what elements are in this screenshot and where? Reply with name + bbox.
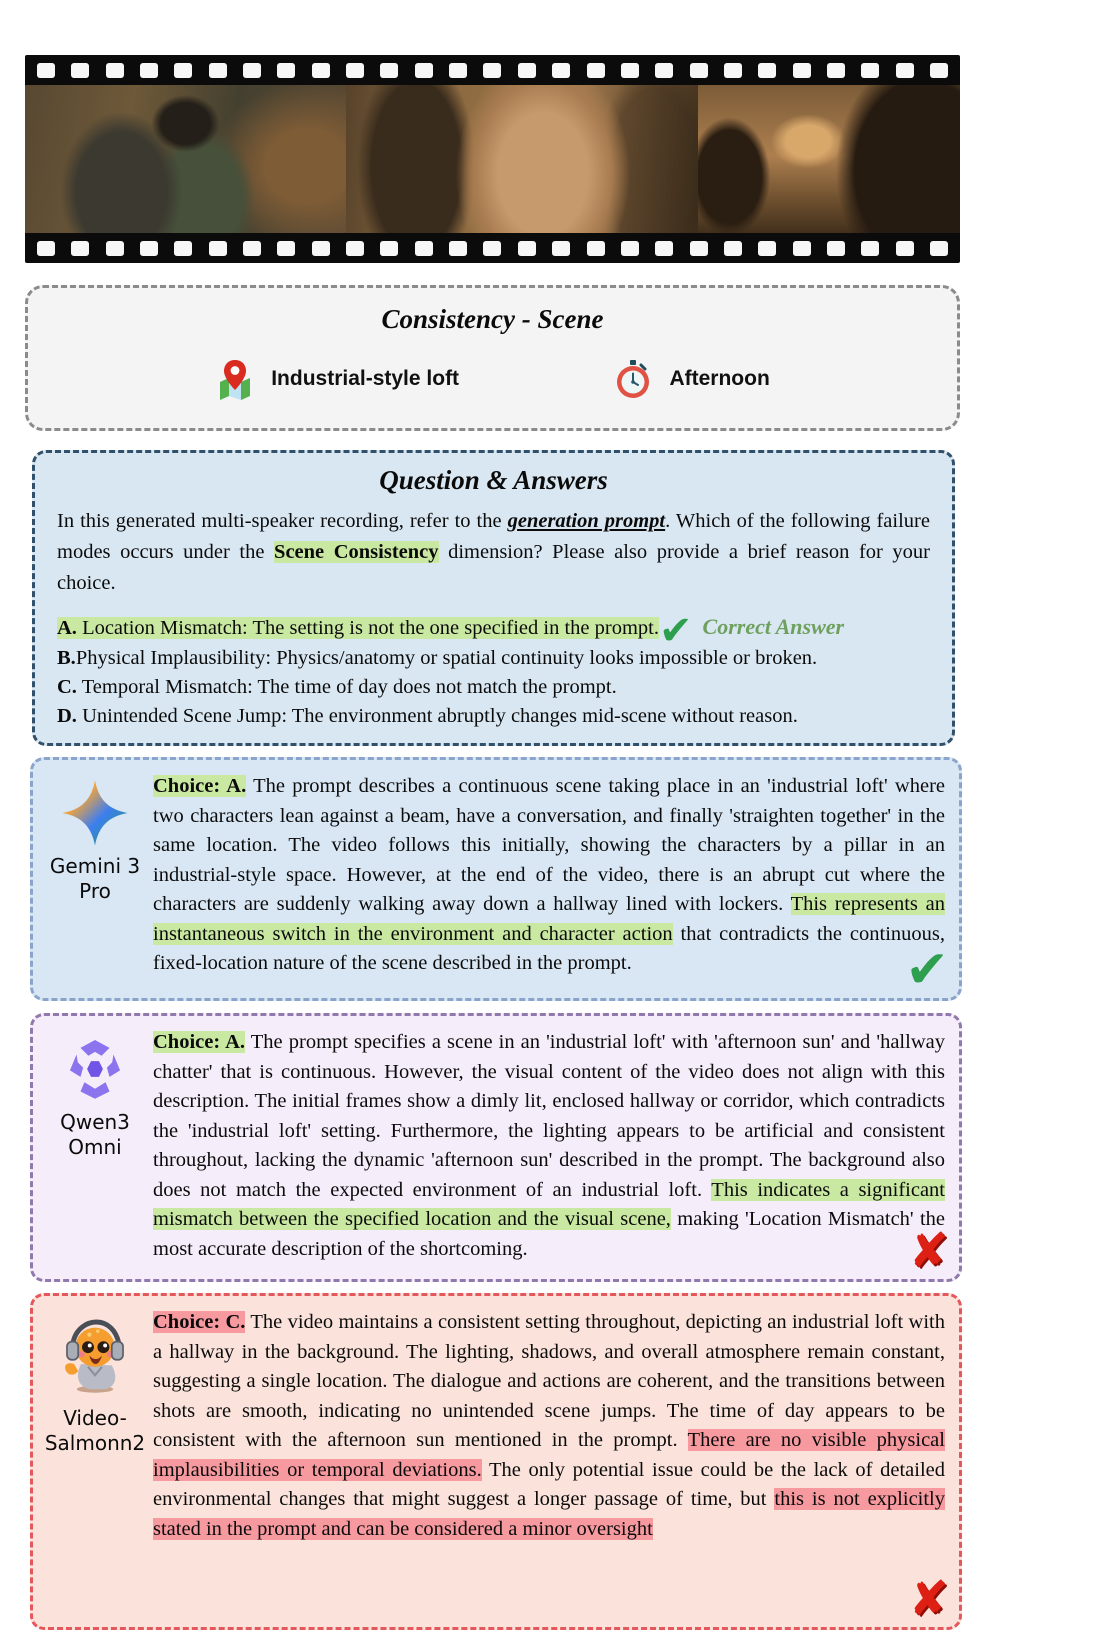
cross-icon: ✘: [908, 1571, 949, 1627]
stopwatch-icon: [613, 357, 653, 401]
salmonn-answer-text: Choice: C. The video maintains a consistent setting throughout, depicting an industrial loft with a hallway in the background. The lighting, shadows, and overall atmosphere remain constant, suggesting a single location. The dialogue and actions are coherent, and the transitions between shots are smooth, indicating no unintended scene jumps. The time of day appears to be consistent with the afternoon sun mentioned in the prompt. There are no visible physical implausibilities or temporal deviations. The only potential issue could be the lack of detailed environmental changes that might suggest a longer passage of time, but this is not explicitly stated in the prompt and can be considered a minor oversight: [153, 1311, 946, 1540]
option-c: C. Temporal Mismatch: The time of day does not match the prompt.: [57, 676, 617, 699]
scene-consistency-panel: [25, 285, 960, 431]
gemini-answer-text: Choice: A. The prompt describes a continuous scene taking place in an 'industrial loft' where two characters lean against a beam, have a conversation, and finally 'straighten together' in the same location. The video follows this initially, showing the characters by a pillar in an industrial-style space. However, at the end of the video, there is an abrupt cut where the characters are suddenly walking away down a hallway lined with lockers. This represents an instantaneous switch in the environment and character action that contradicts the continuous, fixed-location nature of the scene described in the prompt.: [153, 775, 945, 975]
sprocket-holes-bottom: [25, 233, 960, 263]
video-frame-1: [25, 85, 346, 233]
scene-panel-title: Consistency - Scene: [381, 304, 604, 334]
scene-time-label: Afternoon: [669, 367, 770, 390]
correct-answer-label: Correct Answer: [702, 614, 845, 640]
option-d: D. Unintended Scene Jump: The environment abruptly changes mid-scene without reason.: [57, 705, 798, 728]
gemini-star-icon: [60, 778, 130, 848]
check-icon: ✔: [905, 940, 949, 1000]
answer-options: [57, 608, 930, 731]
question-text: In this generated multi-speaker recording, refer to the generation prompt. Which of the following failure modes occurs under the Scene Consistency dimension? Please also provide a brief reason for your choice.: [57, 510, 930, 595]
salmonn-answer-panel: [30, 1293, 962, 1630]
model-name-salmonn: Video-Salmonn2: [44, 1406, 146, 1455]
video-frame-2: [346, 85, 698, 233]
video-frames: [25, 85, 960, 233]
check-icon: ✔: [659, 608, 693, 655]
film-strip: [25, 55, 960, 263]
option-b: B.Physical Implausibility: Physics/anatomy or spatial continuity looks impossible or broken.: [57, 646, 818, 669]
gemini-answer-panel: [30, 757, 962, 1001]
qwen-answer-panel: [30, 1013, 962, 1282]
qwen-answer-text: Choice: A. The prompt specifies a scene in an 'industrial loft' with 'afternoon sun' and 'hallway chatter' that is continuous. However, the visual content of the video does not align with this description. The initial frames show a dimly lit, enclosed hallway or corridor, which contradicts the 'industrial loft' setting. Furthermore, the lighting appears to be artificial and consistent throughout, lacking the dynamic 'afternoon sun' described in the prompt. The background also does not match the expected environment of an industrial loft. This indicates a significant mismatch between the specified location and the visual scene, making 'Location Mismatch' the most accurate description of the shortcoming.: [153, 1031, 945, 1260]
model-name-qwen: Qwen3 Omni: [60, 1110, 130, 1159]
model-name-gemini: Gemini 3 Pro: [49, 854, 141, 903]
question-answers-panel: [32, 450, 955, 746]
scene-time: [613, 357, 769, 401]
qa-panel-title: Question & Answers: [379, 465, 608, 495]
scene-location: [215, 357, 459, 401]
location-pin-icon: [215, 357, 255, 401]
salmonn-mascot-icon: [60, 1314, 130, 1400]
sprocket-holes-top: [25, 55, 960, 85]
qwen-logo-icon: [60, 1034, 130, 1104]
video-frame-3: [698, 85, 960, 233]
option-a: A. Location Mismatch: The setting is not the one specified in the prompt.✔ Correct Answer: [57, 608, 845, 655]
cross-icon: ✘: [908, 1223, 949, 1279]
scene-location-label: Industrial-style loft: [271, 367, 460, 390]
